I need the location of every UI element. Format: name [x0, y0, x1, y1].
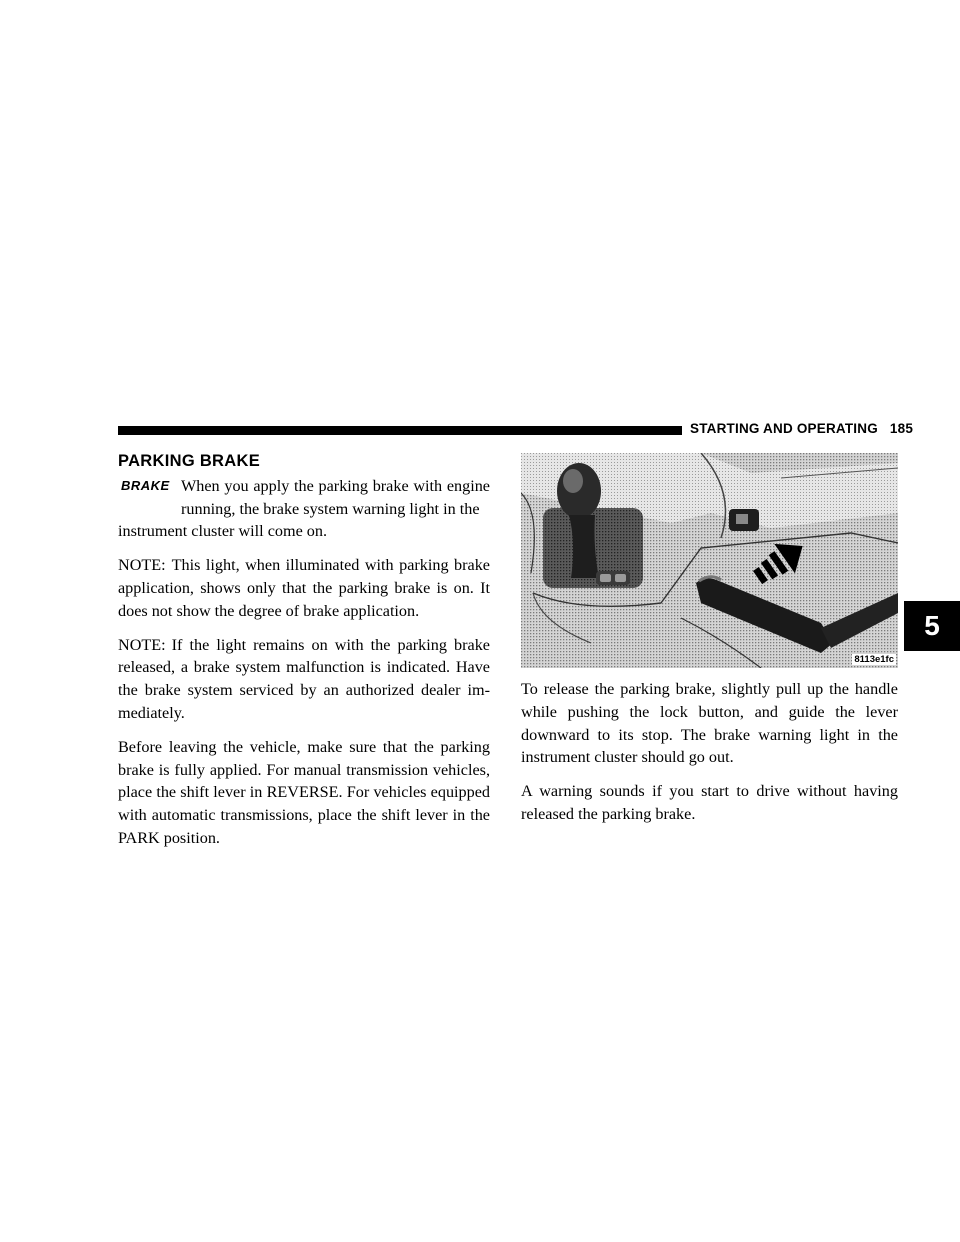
page-number: 185	[889, 421, 914, 436]
shift-lever-paragraph: Before leaving the vehicle, make sure that the parking brake is fully applied. For manual transmission vehicles, place the shift lever in REVERSE. For vehicles equipped with automatic transmissions, place the shift lever in the PARK position.	[118, 737, 490, 847]
left-column	[118, 450, 490, 861]
parking-brake-illustration	[521, 453, 898, 668]
section-title-header: STARTING AND OPERATING	[690, 421, 878, 436]
warning-sound-note: A warning sounds if you start to drive without having released the parking brake.	[521, 782, 898, 823]
note-1	[118, 554, 490, 622]
parking-brake-figure	[521, 453, 898, 668]
note-1-text: This light, when illuminated with parking brake application, shows only that the parking brake is on. It does not show the degree of brake application.	[118, 556, 490, 620]
intro-text: When you apply the parking brake with engine running, the brake system warning light in the	[181, 476, 490, 518]
section-heading: PARKING BRAKE	[118, 452, 261, 470]
header-rule	[118, 426, 682, 435]
note-2	[118, 634, 490, 725]
figure-code: 8113e1fc	[854, 654, 894, 665]
right-column	[521, 453, 898, 837]
brake-warning-icon: BRAKE	[121, 477, 170, 493]
note-2-label: NOTE:	[118, 635, 166, 654]
intro-paragraph	[118, 475, 490, 521]
note-1-label: NOTE:	[118, 556, 166, 575]
release-instructions: To release the parking brake, slightly pull up the handle while pushing the lock button, and guide the lever downward to its stop. The brake warning light in the instrument cluster should go out.	[521, 680, 898, 767]
intro-continuation: instrument cluster will come on.	[118, 522, 328, 541]
chapter-tab: 5	[904, 601, 960, 651]
note-2-text: If the light remains on with the parking brake released, a brake system malfunction is indicated. Have the brake system serviced by an authorized dealer im-mediately.	[118, 635, 490, 722]
running-header	[690, 421, 913, 436]
